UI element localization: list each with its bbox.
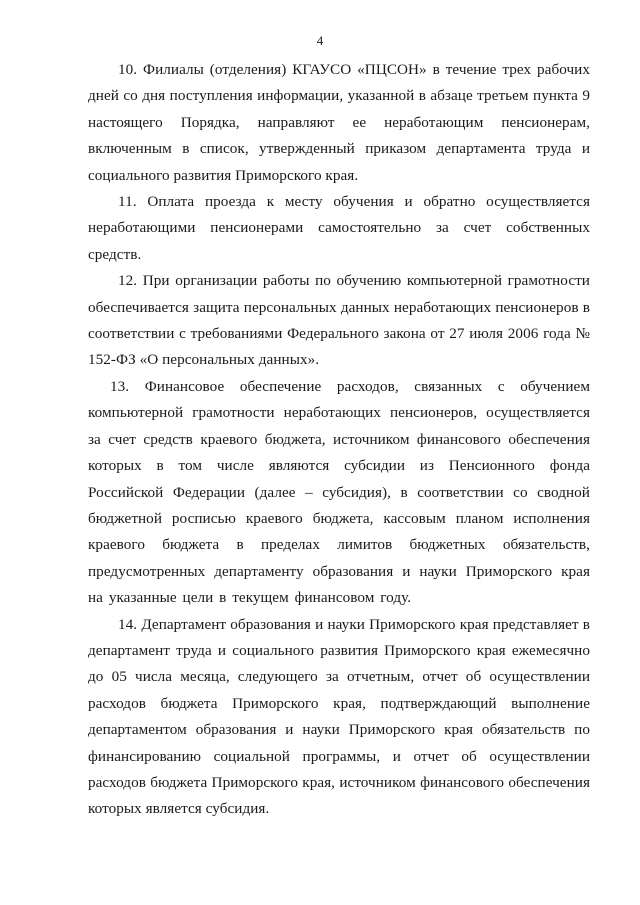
page-body [88,57,590,823]
paragraph-11: 11. Оплата проезда к месту обучения и обратно осуществляется неработающими пенсионерами самостоятельно за счет собственных средств. [88,193,590,263]
page-number: 4 [316,33,324,48]
paragraph-14: 14. Департамент образования и науки Приморского края представляет в департамент труда и социального развития Приморского края ежемесячно до 05 числа месяца, следующего за отчетным, отчет об осуществлении расходов бюджета Приморского края, подтверждающий выполнение департаментом образования и науки Приморского края обязательств по финансированию социальной программы, и отчет об осуществлении расходов бюджета Приморского края, источником финансового обеспечения которых является субсидия. [88,615,590,818]
paragraph-10: 10. Филиалы (отделения) КГАУСО «ПЦСОН» в течение трех рабочих дней со дня поступления информации, указанной в абзаце третьем пункта 9 настоящего Порядка, направляют ее неработающим пенсионерам, включенным в список, утвержденный приказом департамента труда и социального развития Приморского края. [88,61,590,184]
paragraph-12: 12. При организации работы по обучению компьютерной грамотности обеспечивается защита персональных данных неработающих пенсионеров в соответствии с требованиями Федерального закона от 27 июля 2006 года № 152-ФЗ «О персональных данных». [88,272,590,369]
paragraph-13: 13. Финансовое обеспечение расходов, связанных с обучением компьютерной грамотности неработающих пенсионеров, осуществляется за счет средств краевого бюджета, источником финансового обеспечения которых в том числе являются субсидии из Пенсионного фонда Российской Федерации (далее – субсидия), в соответствии со сводной бюджетной росписью краевого бюджета, кассовым планом исполнения краевого бюджета в пределах лимитов бюджетных обязательств, предусмотренных департаменту образования и науки Приморского края на указанные цели в текущем финансовом году. [88,377,590,607]
